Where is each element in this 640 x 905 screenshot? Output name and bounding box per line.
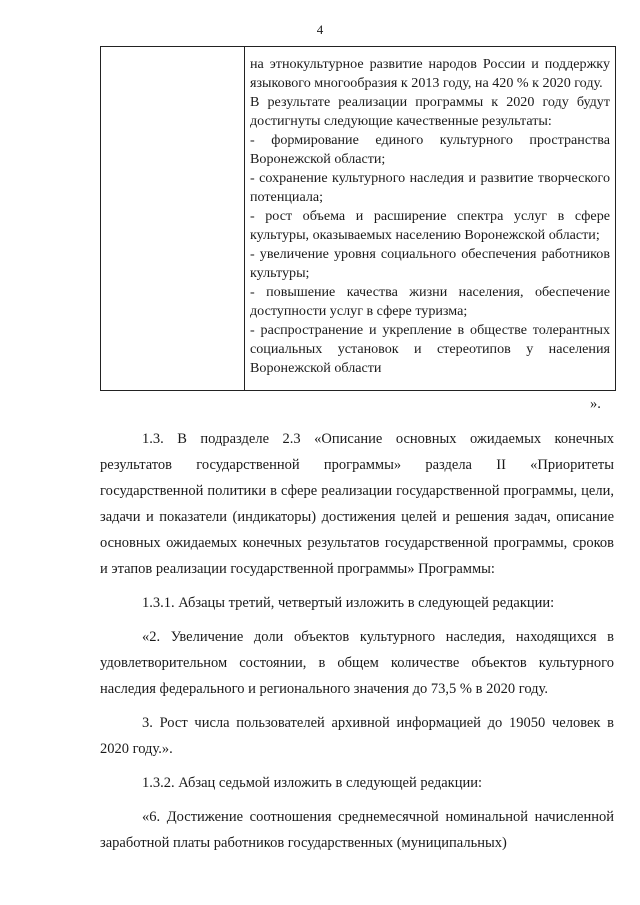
closing-quote: ». — [590, 396, 601, 412]
table-list-item: - сохранение культурного наследия и развитие творческого потенциала; — [250, 170, 610, 205]
table-left-cell — [101, 47, 245, 390]
table-list-item: - увеличение уровня социального обеспечения работников культуры; — [250, 246, 610, 281]
continuation-table — [100, 46, 616, 391]
table-right-cell — [245, 47, 615, 390]
table-paragraph: на этнокультурное развитие народов России и поддержку языкового многообразия к 2013 году, на 420 % к 2020 году. — [250, 56, 610, 91]
paragraph-item-2: «2. Увеличение доли объектов культурного наследия, находящихся в удовлетворительном состоянии, в общем количестве объектов культурного наследия федерального и регионального значения до 73,5 % в 2020 году. — [100, 629, 614, 697]
paragraph-item-6: «6. Достижение соотношения среднемесячной номинальной начисленной заработной платы работников государственных (муниципальных) — [100, 809, 614, 851]
paragraph-1-3-1: 1.3.1. Абзацы третий, четвертый изложить в следующей редакции: — [142, 595, 555, 611]
table-list-item: - распространение и укрепление в обществе толерантных социальных установок и стереотипов у населения Воронежской области — [250, 322, 610, 376]
paragraph-item-3: 3. Рост числа пользователей архивной информацией до 19050 человек в 2020 году.». — [100, 715, 614, 757]
table-list-item: - формирование единого культурного пространства Воронежской области; — [250, 132, 610, 167]
paragraph-1-3-2: 1.3.2. Абзац седьмой изложить в следующей редакции: — [142, 775, 483, 791]
page-number: 4 — [316, 22, 324, 37]
document-body — [100, 426, 614, 856]
paragraph-1-3: 1.3. В подразделе 2.3 «Описание основных ожидаемых конечных результатов государственной программы» раздела II «Приоритеты государственной политики в сфере реализации государственной программы, цели, задачи и показатели (индикаторы) достижения целей и решения задач, описание основных ожидаемых конечных результатов государственной программы, сроков и этапов реализации государственной программы» Программы: — [100, 431, 614, 577]
table-paragraph: В результате реализации программы к 2020 году будут достигнуты следующие качественные результаты: — [250, 94, 610, 129]
table-list-item: - рост объема и расширение спектра услуг в сфере культуры, оказываемых населению Воронежской области; — [250, 208, 610, 243]
table-list-item: - повышение качества жизни населения, обеспечение доступности услуг в сфере туризма; — [250, 284, 610, 319]
